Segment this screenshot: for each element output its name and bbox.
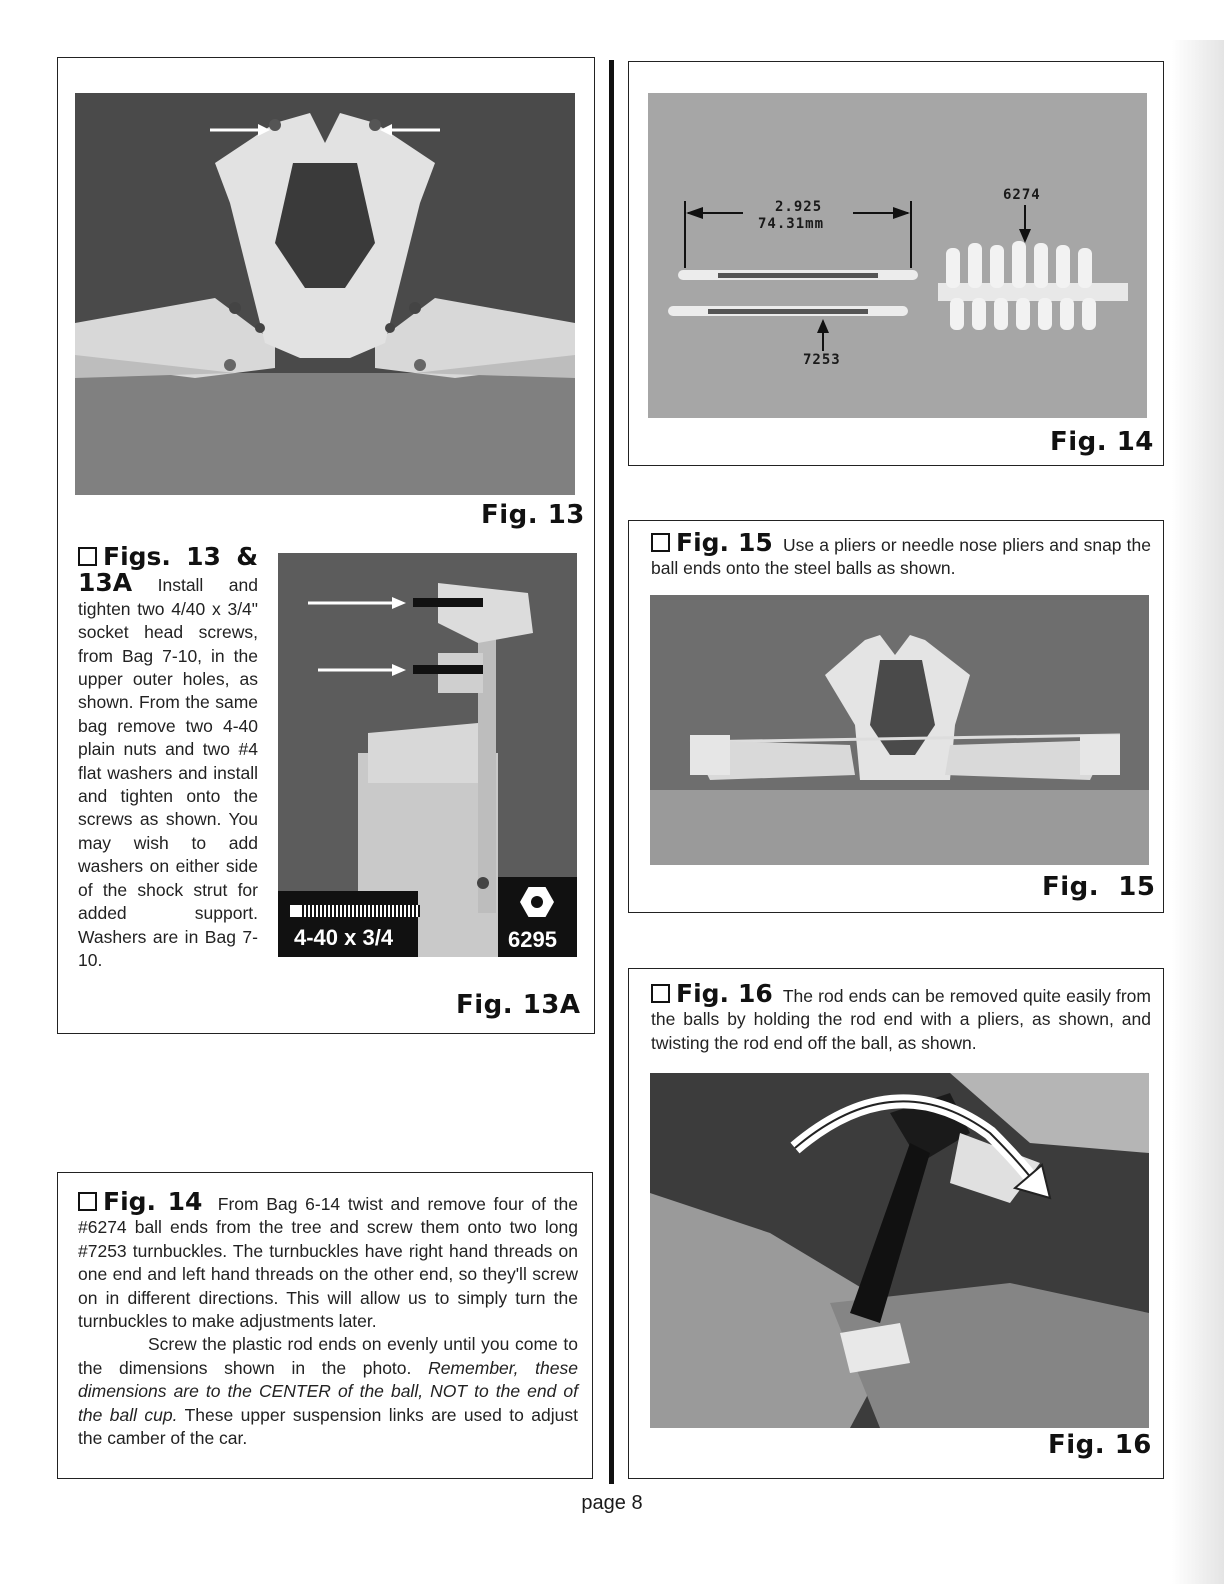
- screw-size-text: 4-40 x 3/4: [294, 925, 394, 950]
- fig13a-instructions: [78, 542, 258, 972]
- fig13a-body: Install and tighten two 4/40 x 3/4" socket head screws, from Bag 7-10, in the upper outer holes, as shown. From the same bag remove two 4-40 plain nuts and two #4 flat washers and install and tighten onto the screws as shown. You may wish to add washers on either side of the shock strut for added support. Washers are in Bag 7-10.: [78, 575, 258, 970]
- fig16-instructions: [651, 979, 1151, 1055]
- fig16-heading: Fig. 16: [676, 979, 773, 1008]
- screw-icon: [290, 905, 420, 917]
- fig15-instructions: [651, 528, 1151, 581]
- screw-size-badge: [278, 891, 418, 957]
- page-edge-shadow: [1172, 40, 1224, 1584]
- fig14-body-italic: Remember, these dimensions are to the CENTER of the ball, NOT to the end of the ball cup.: [78, 1357, 578, 1425]
- nut-part-number: 6295: [508, 927, 557, 952]
- dimension-mm: 74.31mm: [758, 216, 825, 232]
- fig13-photo: [75, 93, 575, 495]
- ball-end-part-number: 6274: [1003, 187, 1041, 203]
- column-divider: [609, 60, 614, 1484]
- fig15-heading: Fig. 15: [676, 528, 773, 557]
- nut-part-badge: [498, 877, 577, 957]
- fig13-label: Fig. 13: [481, 500, 585, 530]
- fig14-body3: These upper suspension links are used to adjust the camber of the car.: [78, 1404, 578, 1449]
- fig13a-photo: [278, 553, 577, 957]
- fig13a-label: Fig. 13A: [456, 990, 581, 1020]
- checkbox-icon[interactable]: [651, 533, 670, 552]
- fig15-body: Use a pliers or needle nose pliers and snap the ball ends onto the steel balls as shown.: [651, 535, 1151, 579]
- hex-nut-icon: [520, 887, 554, 917]
- fig15-photo: [650, 595, 1149, 865]
- fig14-body1: From Bag 6-14 twist and remove four of the #6274 ball ends from the tree and screw them onto two long #7253 turnbuckles. The turnbuckles have right hand threads on one end and left hand threads on the other end, so they'll screw on in different directions. This will allow us to simply turn the turnbuckles to make adjustments later.: [78, 1194, 578, 1332]
- fig14-instructions: [78, 1187, 578, 1450]
- fig14-label: Fig. 14: [1050, 427, 1154, 457]
- fig16-photo: [650, 1073, 1149, 1428]
- fig15-label: Fig. 15: [1042, 872, 1156, 902]
- fig13a-heading: Figs. 13 & 13A: [78, 542, 258, 598]
- checkbox-icon[interactable]: [651, 984, 670, 1003]
- page-number: page 8: [581, 1492, 643, 1514]
- checkbox-icon[interactable]: [78, 1192, 97, 1211]
- fig16-label: Fig. 16: [1048, 1430, 1152, 1460]
- fig14-heading: Fig. 14: [103, 1187, 203, 1216]
- fig14-body2: Screw the plastic rod ends on evenly until you come to the dimensions shown in the photo.: [78, 1334, 578, 1378]
- checkbox-icon[interactable]: [78, 547, 97, 566]
- fig14-photo: [648, 93, 1147, 418]
- turnbuckle-part-number: 7253: [803, 352, 841, 368]
- fig16-body: The rod ends can be removed quite easily from the balls by holding the rod end with a pliers, as shown, and twisting the rod end off the ball, as shown.: [651, 986, 1151, 1053]
- dimension-inches: 2.925: [775, 199, 823, 215]
